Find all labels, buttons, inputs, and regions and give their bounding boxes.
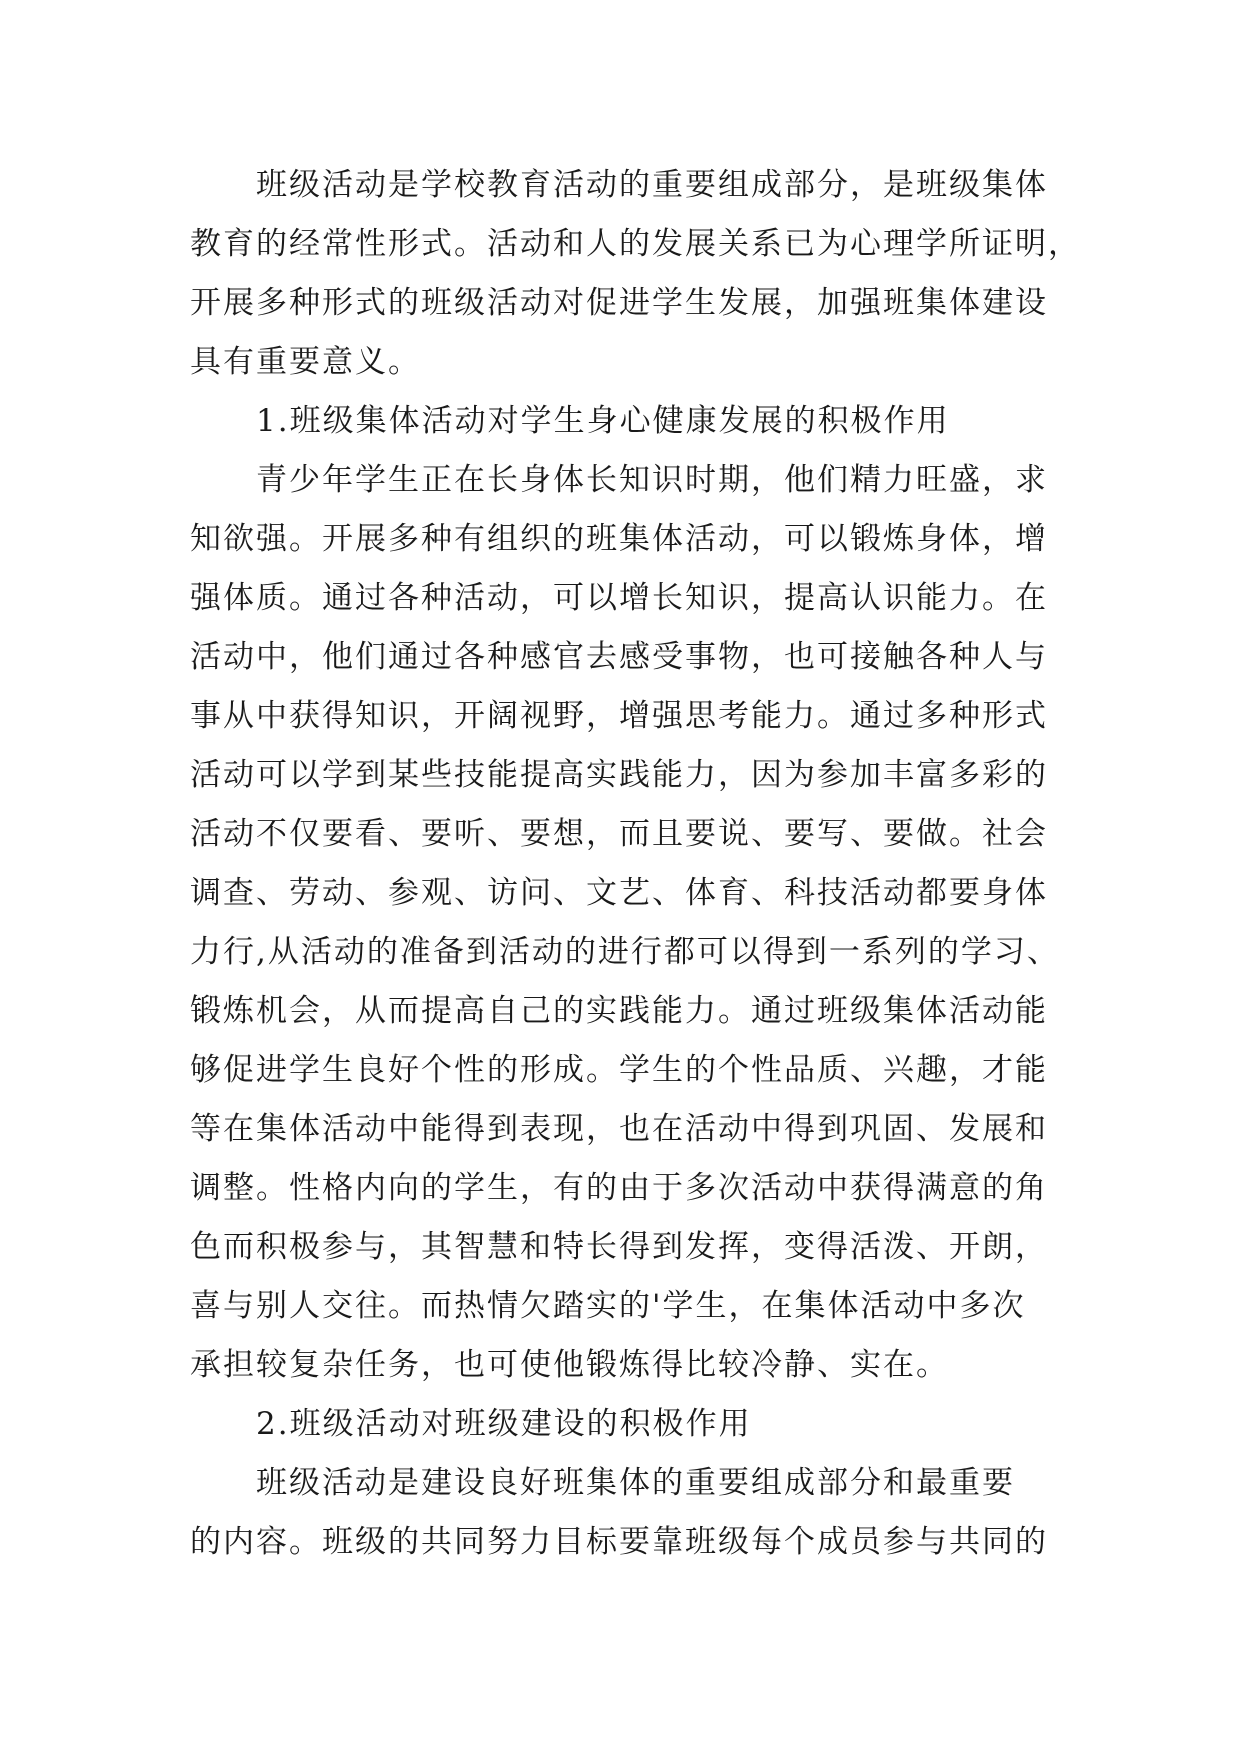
paragraph-line: 锻炼机会，从而提高自己的实践能力。通过班级集体活动能 [190, 993, 1048, 1029]
paragraph-line: 调查、劳动、参观、访问、文艺、体育、科技活动都要身体 [190, 875, 1048, 911]
paragraph-line: 等在集体活动中能得到表现，也在活动中得到巩固、发展和 [190, 1111, 1048, 1147]
paragraph-line: 班级活动是学校教育活动的重要组成部分，是班级集体 [256, 167, 1048, 203]
paragraph-line: 教育的经常性形式。活动和人的发展关系已为心理学所证明， [190, 226, 1081, 262]
section-heading: 2.班级活动对班级建设的积极作用 [256, 1406, 752, 1442]
paragraph-line: 活动中，他们通过各种感官去感受事物，也可接触各种人与 [190, 639, 1048, 675]
paragraph-line: 活动不仅要看、要听、要想，而且要说、要写、要做。社会 [190, 816, 1048, 852]
paragraph-line: 事从中获得知识，开阔视野，增强思考能力。通过多种形式 [190, 698, 1048, 734]
paragraph-line: 的内容。班级的共同努力目标要靠班级每个成员参与共同的 [190, 1524, 1048, 1560]
paragraph-line: 青少年学生正在长身体长知识时期，他们精力旺盛，求 [256, 462, 1048, 498]
section-heading: 1.班级集体活动对学生身心健康发展的积极作用 [256, 403, 950, 439]
paragraph-line: 力行,从活动的准备到活动的进行都可以得到一系列的学习、 [190, 934, 1060, 970]
paragraph-line: 班级活动是建设良好班集体的重要组成部分和最重要 [256, 1465, 1015, 1501]
paragraph-line: 调整。性格内向的学生，有的由于多次活动中获得满意的角 [190, 1170, 1048, 1206]
paragraph-line: 承担较复杂任务，也可使他锻炼得比较冷静、实在。 [190, 1347, 949, 1383]
paragraph-line: 强体质。通过各种活动，可以增长知识，提高认识能力。在 [190, 580, 1048, 616]
paragraph-line: 够促进学生良好个性的形成。学生的个性品质、兴趣，才能 [190, 1052, 1048, 1088]
paragraph-line: 色而积极参与，其智慧和特长得到发挥，变得活泼、开朗， [190, 1229, 1048, 1265]
paragraph-line: 知欲强。开展多种有组织的班集体活动，可以锻炼身体，增 [190, 521, 1048, 557]
document-body [190, 156, 1081, 1572]
paragraph-line: 具有重要意义。 [190, 344, 421, 380]
paragraph-line: 喜与别人交往。而热情欠踏实的'学生，在集体活动中多次 [190, 1288, 1026, 1324]
paragraph-line: 活动可以学到某些技能提高实践能力，因为参加丰富多彩的 [190, 757, 1048, 793]
paragraph-line: 开展多种形式的班级活动对促进学生发展，加强班集体建设 [190, 285, 1048, 321]
